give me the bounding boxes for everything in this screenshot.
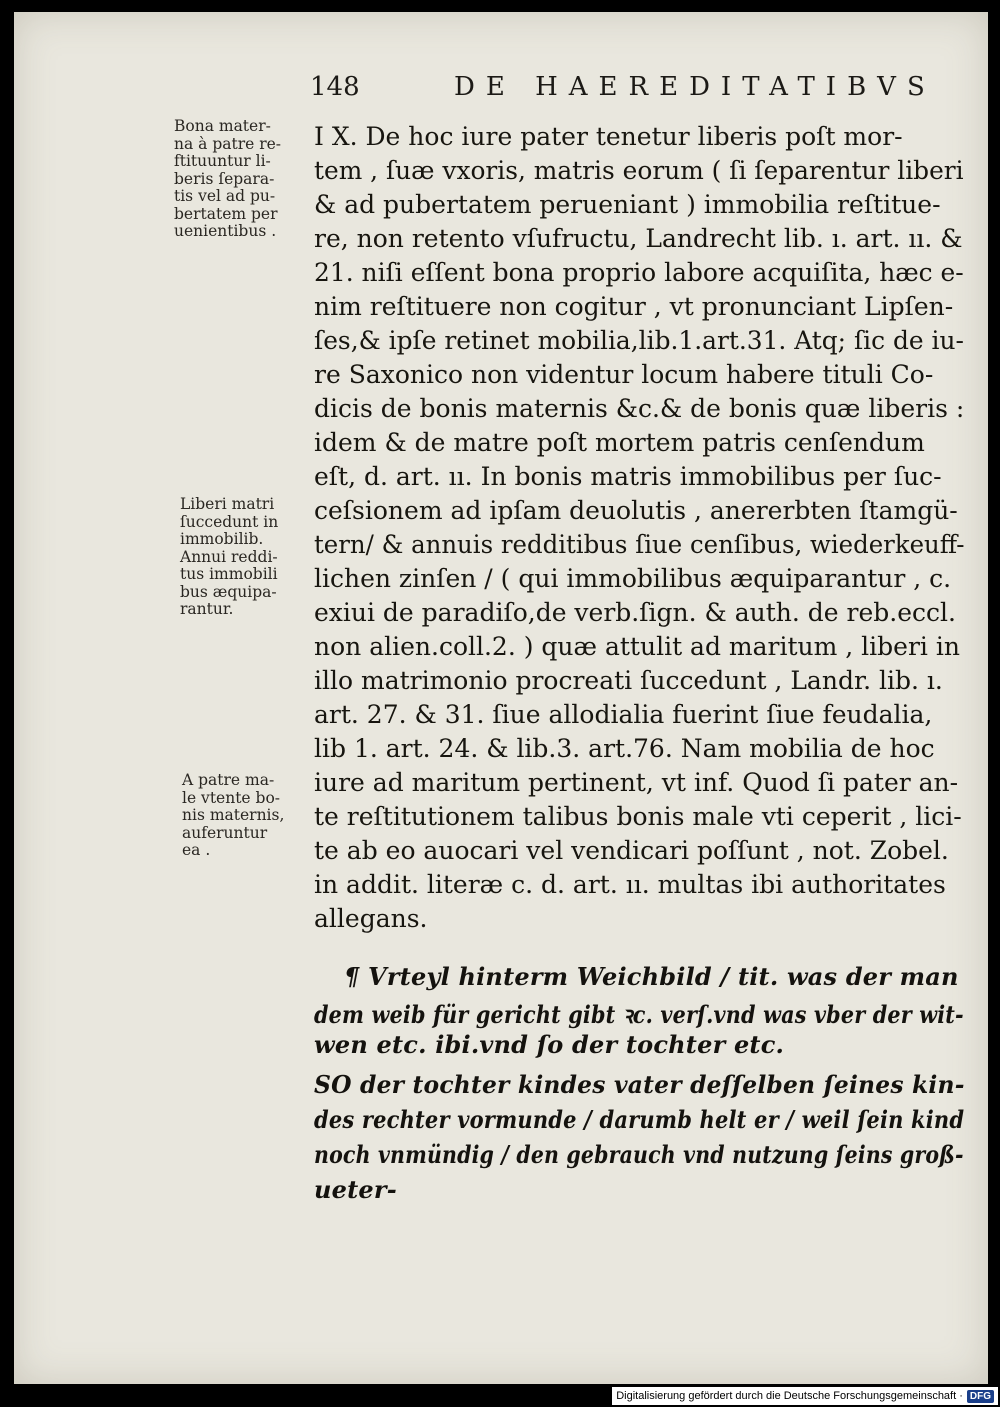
marginal-line: Annui reddi- (180, 547, 278, 566)
latin-text-line: ſes,& ipſe retinet mobilia,lib.1.art.31. Atq; ſic de iu- (314, 326, 964, 355)
marginal-line: na à patre re- (174, 134, 282, 153)
latin-text-line: tern/ & annuis redditibus ſiue cenſibus, wiederkeuff- (314, 530, 965, 559)
page-number: 148 (310, 72, 360, 102)
german-blackletter-line: noch vnmündig / den gebrauch vnd nutzung ſeins groß- (314, 1140, 964, 1169)
dfg-logo: DFG (967, 1390, 994, 1403)
latin-text-line: re, non retento vſufructu, Landrecht lib. ı. art. ıı. & (314, 224, 963, 253)
marginal-note-3 (182, 772, 284, 860)
marginal-note-2 (180, 496, 278, 619)
marginal-line: beris ſepara- (174, 169, 275, 188)
latin-text-line: te ab eo auocari vel vendicari poſſunt , not. Zobel. (314, 836, 949, 865)
marginal-line: bus æquipa- (180, 582, 277, 601)
marginal-line: A patre ma- (182, 771, 275, 789)
latin-text-line: te reſtitutionem talibus bonis male vti ceperit , lici- (314, 802, 962, 831)
latin-text-line: lichen zinſen / ( qui immobilibus æquiparantur , c. (314, 564, 952, 593)
marginal-line: rantur. (180, 600, 234, 618)
latin-text-line: tem , ſuæ vxoris, matris eorum ( ſi ſeparentur liberi (314, 156, 964, 185)
footer-text: Digitalisierung gefördert durch die Deutsche Forschungsgemeinschaft · (616, 1390, 963, 1402)
latin-text-line: in addit. literæ c. d. art. ıı. multas ibi authoritates (314, 870, 946, 899)
latin-text-line: eſt, d. art. ıı. In bonis matris immobilibus per ſuc- (314, 462, 942, 491)
german-blackletter-line: ueter- (314, 1175, 397, 1204)
marginal-line: immobilib. (180, 530, 264, 548)
german-blackletter-line: dem weib für gericht gibt ꝛc. verſ.vnd was vber der wit- (314, 1000, 964, 1029)
running-head: DE HAEREDITATIBVS (454, 72, 936, 102)
marginal-line: Bona mater- (174, 117, 271, 135)
marginal-line: ea . (182, 841, 211, 859)
marginal-line: tis vel ad pu- (174, 187, 276, 205)
marginal-line: bertatem per (174, 204, 278, 223)
marginal-line: auferuntur (182, 823, 268, 842)
latin-text-line: I X. De hoc iure pater tenetur liberis poſt mor- (314, 122, 903, 151)
marginal-note-1 (174, 118, 281, 241)
german-blackletter-line: ¶ Vrteyl hinterm Weichbild / tit. was der man (344, 962, 959, 991)
german-blackletter-line: des rechter vormunde / darumb helt er / weil ſein kind (314, 1105, 965, 1134)
marginal-line: ftituuntur li- (174, 152, 271, 170)
marginal-line: tus immobili (180, 565, 278, 583)
marginal-line: Liberi matri (180, 495, 275, 513)
digitization-footer (612, 1387, 998, 1405)
marginal-line: ſuccedunt in (180, 512, 279, 531)
latin-text-line: allegans. (314, 904, 428, 933)
book-page (14, 12, 988, 1384)
latin-text-line: dicis de bonis maternis &c.& de bonis quæ liberis : (314, 394, 965, 423)
latin-text-line: idem & de matre poſt mortem patris cenſendum (314, 428, 925, 457)
marginal-line: uenientibus . (174, 222, 277, 240)
latin-text-line: nim reſtituere non cogitur , vt pronunciant Lipſen- (314, 292, 954, 321)
marginal-line: nis maternis, (182, 806, 285, 824)
latin-text-line: re Saxonico non videntur locum habere tituli Co- (314, 360, 934, 389)
latin-text-line: exiui de paradiſo,de verb.ſign. & auth. de reb.eccl. (314, 598, 956, 627)
latin-text-line: & ad pubertatem perueniant ) immobilia reſtitue- (314, 190, 941, 219)
latin-text-line: lib 1. art. 24. & lib.3. art.76. Nam mobilia de hoc (314, 734, 935, 763)
marginal-line: le vtente bo- (182, 788, 281, 807)
latin-text-line: art. 27. & 31. ſiue allodialia fuerint ſiue feudalia, (314, 700, 933, 729)
german-blackletter-line: SO der tochter kindes vater deſſelben ſeines kin- (314, 1070, 965, 1099)
latin-text-line: illo matrimonio procreati ſuccedunt , Landr. lib. ı. (314, 666, 943, 695)
latin-text-line: non alien.coll.2. ) quæ attulit ad maritum , liberi in (314, 632, 960, 661)
german-blackletter-line: wen etc. ibi.vnd ſo der tochter etc. (314, 1030, 785, 1059)
page-header (14, 72, 988, 112)
latin-text-line: iure ad maritum pertinent, vt inf. Quod ſi pater an- (314, 768, 959, 797)
latin-text-line: 21. niſi eſſent bona proprio labore acquiſita, hæc e- (314, 258, 964, 287)
latin-text-line: ceſsionem ad ipſam deuolutis , anererbten ſtamgü- (314, 496, 958, 525)
